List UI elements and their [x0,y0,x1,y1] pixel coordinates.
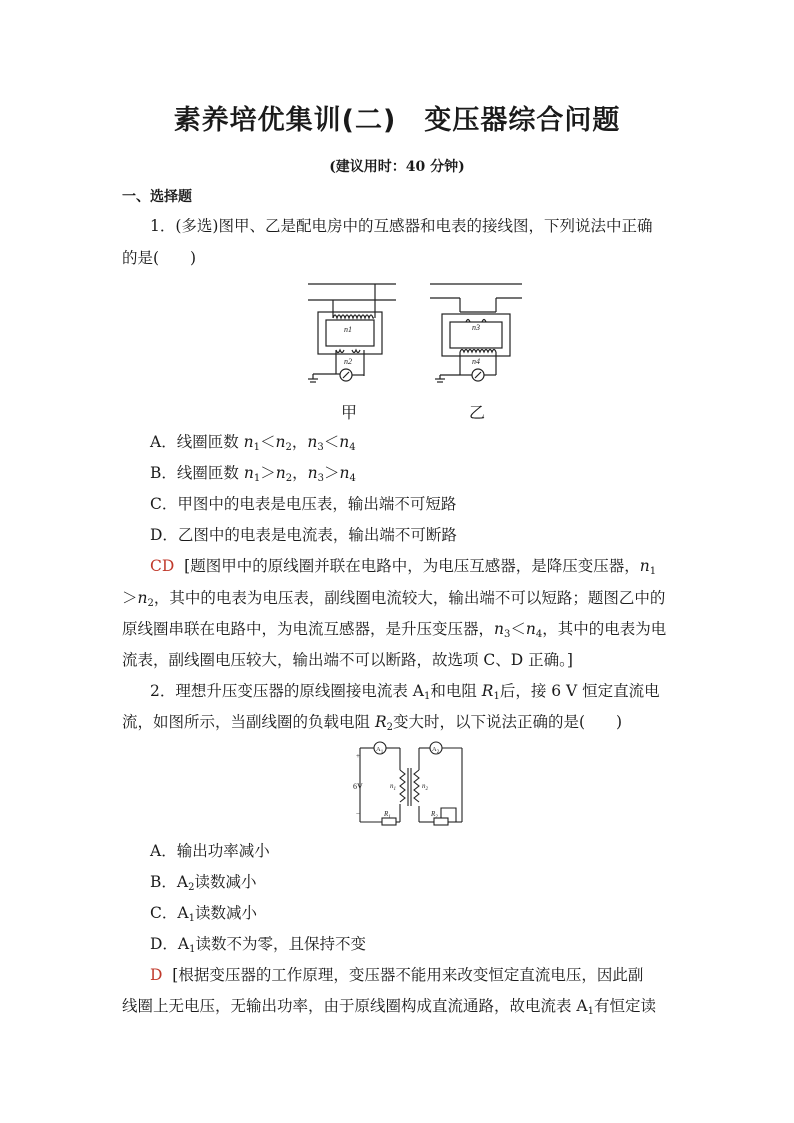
title-sub: 变压器综合问题 [424,105,621,136]
label-n1: n1 [344,325,352,334]
svg-text:R1: $R_1$ [384,810,391,820]
q2-option-b: B．$A_2$读数减小 [150,873,257,893]
label-n3: n3 [472,323,480,332]
q1-stem-line1: 1．(多选)图甲、乙是配电房中的互感器和电表的接线图，下列说法中正确 [150,217,653,235]
q2-stem-line1: 2．理想升压变压器的原线圈接电流表 $A_1$和电阻 $R_1$后，接 6 V 恒定直流电 [150,682,660,702]
q2-option-c: C．$A_1$读数减小 [150,904,257,924]
q2-answer: D [150,966,163,984]
q1-option-d: D．乙图中的电表是电流表，输出端不可断路 [150,526,457,544]
figure-caption-jia: 甲 [341,403,358,422]
q2-circuit-figure [352,738,472,830]
q1-explanation-line3: 原线圈串联在电路中，为电流互感器，是升压变压器，$n_3<n_4$，其中的电表为电 [122,620,667,640]
section-heading: 一、选择题 [122,189,192,205]
svg-text:n2: $n_2$ [422,782,428,792]
suggested-time: (建议用时：40 分钟) [329,159,465,175]
q2-explanation-line2: 线圈上无电压，无输出功率，由于原线圈构成直流通路，故电流表 $A_1$有恒定读 [122,997,657,1017]
q1-option-b: B．线圈匝数 $n_1>n_2$，$n_3>n_4$ [150,464,356,484]
svg-text:A1: $A_1$ [376,746,384,755]
voltage-label: 6V [353,782,363,791]
q2-explanation-line1: D [根据变压器的工作原理，变压器不能用来改变恒定直流电压，因此副 [150,966,644,984]
svg-text:A2: $A_2$ [432,746,440,755]
battery-minus: − [356,810,360,818]
q2-option-a: A．输出功率减小 [150,842,270,860]
label-n4: n4 [472,357,480,366]
q1-figure [300,278,540,396]
q1-explanation-line2: $>n_2$，其中的电表为电压表，副线圈电流较大，输出端不可以短路；题图乙中的 [122,589,666,609]
battery-plus: + [356,752,360,760]
q1-option-c: C．甲图中的电表是电压表，输出端不可短路 [150,495,457,513]
svg-text:R2: $R_2$ [431,810,438,820]
q1-answer: CD [150,557,175,575]
q1-stem-line2: 的是( ) [122,249,197,267]
q2-stem-line2: 流，如图所示，当副线圈的负载电阻 $R_2$变大时，以下说法正确的是( ) [122,713,623,733]
label-n2: n2 [344,357,352,366]
figure-caption-yi: 乙 [469,403,486,422]
q1-explanation-line4: 流表，副线圈电压较大，输出端不可以断路，故选项 C、D 正确。] [122,651,573,669]
q1-option-a: A．线圈匝数 $n_1<n_2$，$n_3<n_4$ [150,433,356,453]
page-title [0,98,794,137]
svg-text:n1: $n_1$ [390,782,396,792]
q1-explanation-line1: CD [题图甲中的原线圈并联在电路中，为电压互感器，是降压变压器，$n_1$ [150,557,657,577]
title-main: 素养培优集训(二) [173,105,397,136]
q2-option-d: D．$A_1$读数不为零，且保持不变 [150,935,367,955]
